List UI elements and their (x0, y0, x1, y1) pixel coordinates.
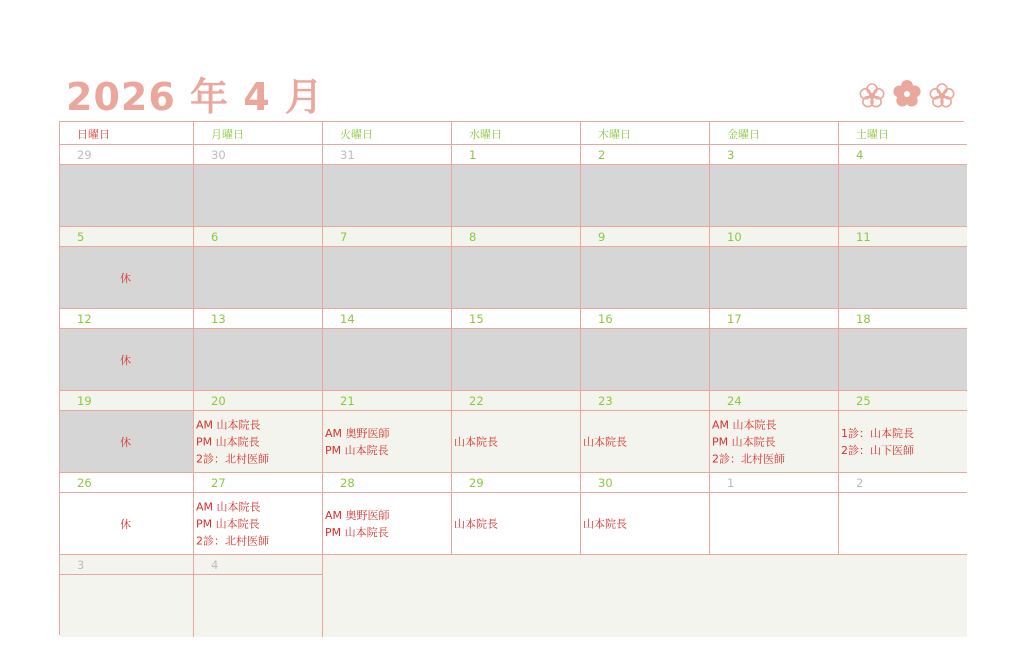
schedule-entry: PM 山本院長 (196, 517, 260, 530)
day-body (581, 165, 710, 227)
day-body (581, 329, 710, 391)
day-body (452, 329, 581, 391)
date-cell: 22 (452, 391, 581, 411)
weekday-header-sat: 土曜日 (839, 122, 967, 145)
day-body (839, 411, 967, 473)
date-cell: 26 (60, 473, 194, 493)
date-cell: 11 (839, 227, 967, 247)
day-body (194, 575, 323, 637)
schedule-entry: PM 山本院長 (325, 525, 389, 539)
schedule-list (454, 433, 498, 450)
date-cell: 7 (323, 227, 452, 247)
day-body (194, 329, 323, 391)
day-body (323, 411, 452, 473)
date-cell: 12 (60, 309, 194, 329)
schedule-list (196, 416, 269, 467)
schedule-entry: 2診：北村医師 (712, 452, 785, 465)
date-cell: 10 (710, 227, 839, 247)
schedule-list (454, 515, 498, 532)
weekday-header-sun: 日曜日 (60, 122, 194, 145)
day-body (839, 329, 967, 391)
date-cell: 4 (839, 145, 967, 165)
day-body (710, 329, 839, 391)
date-cell: 9 (581, 227, 710, 247)
day-body (60, 493, 194, 555)
schedule-entry: PM 山本院長 (712, 435, 776, 448)
weekday-header-fri: 金曜日 (710, 122, 839, 145)
date-cell: 29 (60, 145, 194, 165)
date-cell: 29 (452, 473, 581, 493)
day-body (323, 247, 452, 309)
page-title: 2026 年 4 月 (66, 75, 324, 119)
schedule-entry: AM 山本院長 (712, 418, 777, 431)
empty-area (323, 555, 967, 637)
day-body (60, 411, 194, 473)
date-cell: 30 (581, 473, 710, 493)
date-cell: 6 (194, 227, 323, 247)
schedule-entry: 山本院長 (583, 435, 627, 448)
day-body (452, 247, 581, 309)
date-cell: 27 (194, 473, 323, 493)
sakura-flowers-icon (856, 78, 958, 112)
schedule-entry: 山本院長 (583, 517, 627, 530)
day-body (194, 165, 323, 227)
day-body (60, 247, 194, 309)
day-body (710, 247, 839, 309)
date-cell: 4 (194, 555, 323, 575)
date-cell: 15 (452, 309, 581, 329)
date-cell: 18 (839, 309, 967, 329)
schedule-list (841, 425, 914, 459)
schedule-list (325, 425, 390, 459)
day-body (581, 493, 710, 555)
calendar-grid (59, 121, 964, 635)
date-cell: 23 (581, 391, 710, 411)
day-body (60, 329, 194, 391)
date-cell: 5 (60, 227, 194, 247)
closed-note: 休 (120, 271, 131, 285)
day-body (194, 493, 323, 555)
schedule-entry: AM 山本院長 (196, 500, 261, 513)
day-body (710, 165, 839, 227)
date-cell: 25 (839, 391, 967, 411)
day-body (60, 165, 194, 227)
date-cell: 3 (60, 555, 194, 575)
date-cell: 13 (194, 309, 323, 329)
date-cell: 20 (194, 391, 323, 411)
date-cell: 31 (323, 145, 452, 165)
day-body (323, 329, 452, 391)
day-body (323, 165, 452, 227)
day-body (452, 165, 581, 227)
date-cell: 19 (60, 391, 194, 411)
date-cell: 1 (710, 473, 839, 493)
schedule-list (325, 507, 390, 541)
day-body (194, 411, 323, 473)
day-body (60, 575, 194, 637)
schedule-list (196, 498, 269, 549)
date-cell: 16 (581, 309, 710, 329)
schedule-entry: AM 奥野医師 (325, 426, 390, 440)
date-cell: 17 (710, 309, 839, 329)
closed-note: 休 (120, 517, 131, 531)
day-body (581, 411, 710, 473)
closed-note: 休 (120, 353, 131, 367)
date-cell: 14 (323, 309, 452, 329)
date-cell: 21 (323, 391, 452, 411)
day-body (710, 493, 839, 555)
schedule-list (712, 416, 785, 467)
weekday-header-tue: 火曜日 (323, 122, 452, 145)
date-cell: 28 (323, 473, 452, 493)
date-cell: 30 (194, 145, 323, 165)
date-cell: 2 (839, 473, 967, 493)
closed-note: 休 (120, 435, 131, 449)
schedule-entry: 2診：北村医師 (196, 534, 269, 547)
day-body (452, 411, 581, 473)
day-body (194, 247, 323, 309)
schedule-entry: 山本院長 (454, 517, 498, 530)
schedule-entry: AM 奥野医師 (325, 508, 390, 522)
date-cell: 2 (581, 145, 710, 165)
weekday-header-wed: 水曜日 (452, 122, 581, 145)
date-cell: 8 (452, 227, 581, 247)
date-cell: 3 (710, 145, 839, 165)
day-body (323, 493, 452, 555)
day-body (839, 247, 967, 309)
day-body (581, 247, 710, 309)
day-body (839, 493, 967, 555)
schedule-entry: 山本院長 (454, 435, 498, 448)
schedule-entry: 1診：山本院長 (841, 426, 914, 440)
schedule-entry: 2診：山下医師 (841, 443, 914, 457)
schedule-entry: AM 山本院長 (196, 418, 261, 431)
schedule-entry: PM 山本院長 (325, 443, 389, 457)
date-cell: 1 (452, 145, 581, 165)
weekday-header-thu: 木曜日 (581, 122, 710, 145)
day-body (452, 493, 581, 555)
date-cell: 24 (710, 391, 839, 411)
day-body (839, 165, 967, 227)
schedule-entry: PM 山本院長 (196, 435, 260, 448)
schedule-list (583, 433, 627, 450)
day-body (710, 411, 839, 473)
schedule-entry: 2診：北村医師 (196, 452, 269, 465)
schedule-list (583, 515, 627, 532)
weekday-header-mon: 月曜日 (194, 122, 323, 145)
